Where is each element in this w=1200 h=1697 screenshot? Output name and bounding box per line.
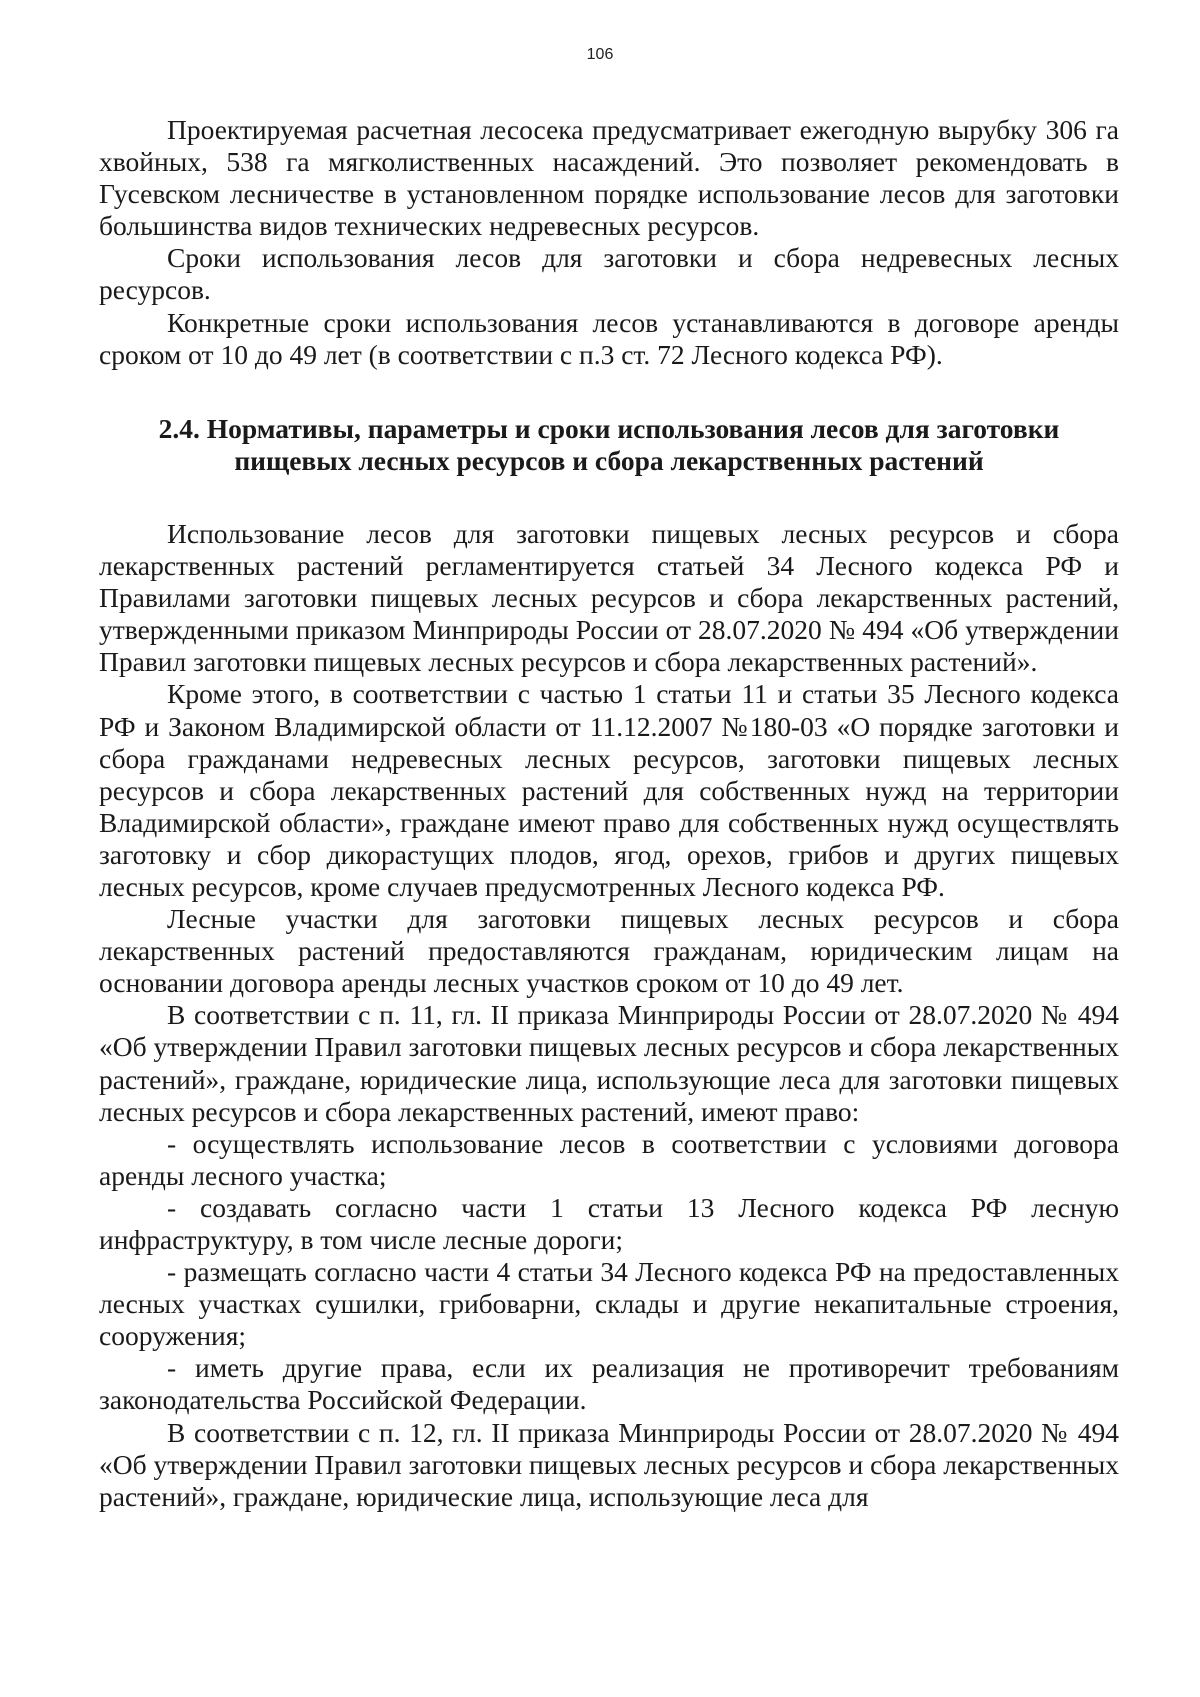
paragraph: Сроки использования лесов для заготовки и сбора недревесных лесных ресурсов. bbox=[99, 242, 1119, 306]
paragraph: В соответствии с п. 12, гл. II приказа Минприроды России от 28.07.2020 № 494 «Об утверждении Правил заготовки пищевых лесных ресурсов и сбора лекарственных растений», граждане, юридические лица, использующие леса для bbox=[99, 1416, 1119, 1512]
paragraph: Проектируемая расчетная лесосека предусматривает ежегодную вырубку 306 га хвойных, 538 га мягколиственных насаждений. Это позволяет рекомендовать в Гусевском лесничестве в установленном порядке использование лесов для заготовки большинства видов технических недревесных ресурсов. bbox=[99, 114, 1119, 242]
paragraph: Использование лесов для заготовки пищевых лесных ресурсов и сбора лекарственных растений регламентируется статьей 34 Лесного кодекса РФ и Правилами заготовки пищевых лесных ресурсов и сбора лекарственных растений, утвержденными приказом Минприроды России от 28.07.2020 № 494 «Об утверждении Правил заготовки пищевых лесных ресурсов и сбора лекарственных растений». bbox=[99, 517, 1119, 678]
list-item: - размещать согласно части 4 статьи 34 Лесного кодекса РФ на предоставленных лесных участках сушилки, грибоварни, склады и другие некапитальные строения, сооружения; bbox=[99, 1256, 1119, 1352]
list-item: - иметь другие права, если их реализация не противоречит требованиям законодательства Российской Федерации. bbox=[99, 1352, 1119, 1416]
paragraph: Лесные участки для заготовки пищевых лесных ресурсов и сбора лекарственных растений предоставляются гражданам, юридическим лицам на основании договора аренды лесных участков сроком от 10 до 49 лет. bbox=[99, 903, 1119, 999]
page-number: 106 bbox=[586, 46, 614, 63]
section-heading: 2.4. Нормативы, параметры и сроки использования лесов для заготовки пищевых лесных ресурсов и сбора лекарственных растений bbox=[158, 412, 1060, 476]
list-item: - создавать согласно части 1 статьи 13 Лесного кодекса РФ лесную инфраструктуру, в том числе лесные дороги; bbox=[99, 1191, 1119, 1255]
document-body bbox=[99, 114, 1119, 1513]
paragraph: Конкретные сроки использования лесов устанавливаются в договоре аренды сроком от 10 до 49 лет (в соответствии с п.3 ст. 72 Лесного кодекса РФ). bbox=[99, 306, 1119, 370]
paragraph: В соответствии с п. 11, гл. II приказа Минприроды России от 28.07.2020 № 494 «Об утверждении Правил заготовки пищевых лесных ресурсов и сбора лекарственных растений», граждане, юридические лица, использующие леса для заготовки пищевых лесных ресурсов и сбора лекарственных растений, имеют право: bbox=[99, 999, 1119, 1127]
paragraph: Кроме этого, в соответствии с частью 1 статьи 11 и статьи 35 Лесного кодекса РФ и Законом Владимирской области от 11.12.2007 №180-03 «О порядке заготовки и сбора гражданами недревесных лесных ресурсов, заготовки пищевых лесных ресурсов и сбора лекарственных растений для собственных нужд на территории Владимирской области», граждане имеют право для собственных нужд осуществлять заготовку и сбор дикорастущих плодов, ягод, орехов, грибов и других пищевых лесных ресурсов, кроме случаев предусмотренных Лесного кодекса РФ. bbox=[99, 678, 1119, 902]
list-item: - осуществлять использование лесов в соответствии с условиями договора аренды лесного участка; bbox=[99, 1127, 1119, 1191]
